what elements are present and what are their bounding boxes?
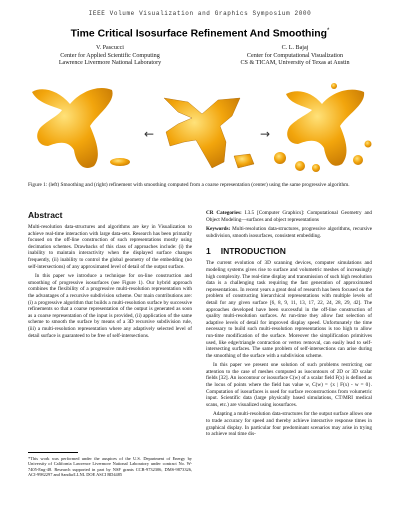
refined-surface bbox=[274, 83, 372, 172]
title-text: Time Critical Isosurface Refinement And Smoothing bbox=[70, 28, 327, 40]
abstract-heading: Abstract bbox=[28, 210, 63, 220]
isosurface-figure bbox=[28, 80, 372, 178]
cr-categories bbox=[206, 210, 372, 223]
author-affiliation: CS & TICAM, University of Texas at Austin bbox=[240, 60, 350, 67]
author-affiliation: Center for Applied Scientific Computing bbox=[60, 52, 160, 59]
author-name: V. Pascucci bbox=[96, 45, 124, 51]
author-block-1 bbox=[30, 45, 190, 68]
intro-paragraph: Adapting a multi-resolution data-structures for the output surface allows one to trade accuracy for speed and thereby achieve interactive response times in graphical display. In particular four predominant scenarios may arise in trying to achieve real time dis- bbox=[206, 411, 372, 438]
keywords-label: Keywords: bbox=[206, 226, 231, 233]
abstract-paragraph: In this paper we introduce a technique for on-line construction and smoothing of progressive isosurfaces (see Figure 1). Our hybrid approach combines the flexibility of a progressive multi-resolution representation with the advantages of a recursive subdivision scheme. Our main contributions are: (i) a progressive algorithm that builds a multi-resolution surface by successive refinements so that a coarse representation of the output is generated as soon as a coarse representation of the input is provided, (ii) application of the same scheme to smooth the surface by means of a 3D recursive subdivision rule, (iii) a multi-resolution representation where any adaptively selected level of detail surface is guaranteed to be free of self-intersections. bbox=[28, 273, 192, 339]
right-column bbox=[206, 210, 372, 441]
author-affiliation: Lawrence Livermore National Laboratory bbox=[58, 60, 162, 67]
introduction-heading bbox=[206, 246, 372, 256]
abstract-paragraph: Multi-resolution data-structures and algorithms are key in Visualization to achieve real-time interaction with large data-sets. Research has been primarily focused on the off-line construction of such representations mostly using decimation schemes. Drawbacks of this class of approaches include: (i) the inability to maintain interactivity when the displayed surface changes frequently, (ii) inability to control the global geometry of the embedding (no self-intersections) of any approximated level of detail of the output surface. bbox=[28, 224, 192, 270]
author-affiliation: Center for Computational Visualization bbox=[246, 52, 344, 59]
keywords bbox=[206, 226, 372, 239]
author-block-2 bbox=[210, 45, 380, 68]
left-column bbox=[28, 210, 192, 342]
paper-title bbox=[0, 28, 400, 39]
coarse-surface bbox=[164, 98, 254, 168]
smoothed-surface bbox=[32, 88, 130, 168]
running-header: IEEE Volume Visualization and Graphics Symposium 2000 bbox=[88, 10, 312, 17]
teaser-figure bbox=[28, 80, 372, 178]
cr-categories-label: CR Categories: bbox=[206, 210, 242, 216]
cr-categories-text: I.3.5 [Computer Graphics]: Computational Geometry and Object Modeling—surfaces and object representations bbox=[206, 210, 373, 223]
figure-caption: Figure 1: (left) Smoothing and (right) refinement with smoothing computed from a coarse representation (center) using the same progressive algorithm. bbox=[28, 182, 350, 188]
intro-paragraph: In this paper we present one solution of such problems restricting our attention to the case of meshes computed as isocontours of 2D or 3D scalar fields [32]. An isocontour or isosurface C(w) of a scalar field F(x) is defined as the locus of points where the field has value w, C(w) = {x | F(x) - w = 0}. Computation of isosurfaces is used for surface reconstructions from volumetric input. Scientific data (large physically based simulations, CT/MRI medical scans, etc.) are visualized using isosurfaces. bbox=[206, 362, 372, 408]
section-title: INTRODUCTION bbox=[220, 246, 286, 257]
keywords-text: Multi-resolution data-structures, progressive algorithms, recursive subdivision, smooth isosurfaces, consistent embedding. bbox=[206, 226, 372, 239]
arrow-left-icon: ← bbox=[144, 127, 155, 141]
arrow-right-icon: → bbox=[260, 127, 271, 141]
title-footnote-mark: * bbox=[327, 28, 330, 34]
intro-paragraph: The current evolution of 3D scanning devices, computer simulations and modeling systems gives rise to surface and volumetric meshes of increasingly high complexity. The real-time display and transmission of such high resolution data is a challenging task requiring the fast generation of approximated representations. In recent years a great deal of research has been focused on the problem of constructing hierarchical representations with multiple levels of detail for any given surface [6, 8, 9, 11, 13, 17, 22, 24, 28, 29, 42]. The approaches developed have been successful in the off-line construction of quality multi-resolution surfaces. At run-time they allow fast selection of adaptive levels of detail for improved display speed. Unfortunately the time necessary to build such multi-resolution representations is too high to allow run-time modification of the surface. Moreover the simplification primitives used, like edge/triangle contraction or vertex removal, can easily lead to self-intersecting surfaces. The same problem of self-intersections can arise during the smoothing of the surface with a subdivision scheme. bbox=[206, 260, 372, 359]
section-number: 1 bbox=[206, 246, 211, 257]
author-name: C. L. Bajaj bbox=[281, 45, 309, 51]
footnote: *This work was performed under the auspices of the U.S. Department of Energy by University of California Lawrence Livermore National Laboratory under contract No. W-7405-Eng-48. Research supported in part by NSF grants CCR-9732306, DMS-9873326, ACI-9982297 and Sandia/LLNL DOE ASCI BD4485 bbox=[28, 456, 192, 478]
footnote-rule bbox=[28, 452, 78, 453]
